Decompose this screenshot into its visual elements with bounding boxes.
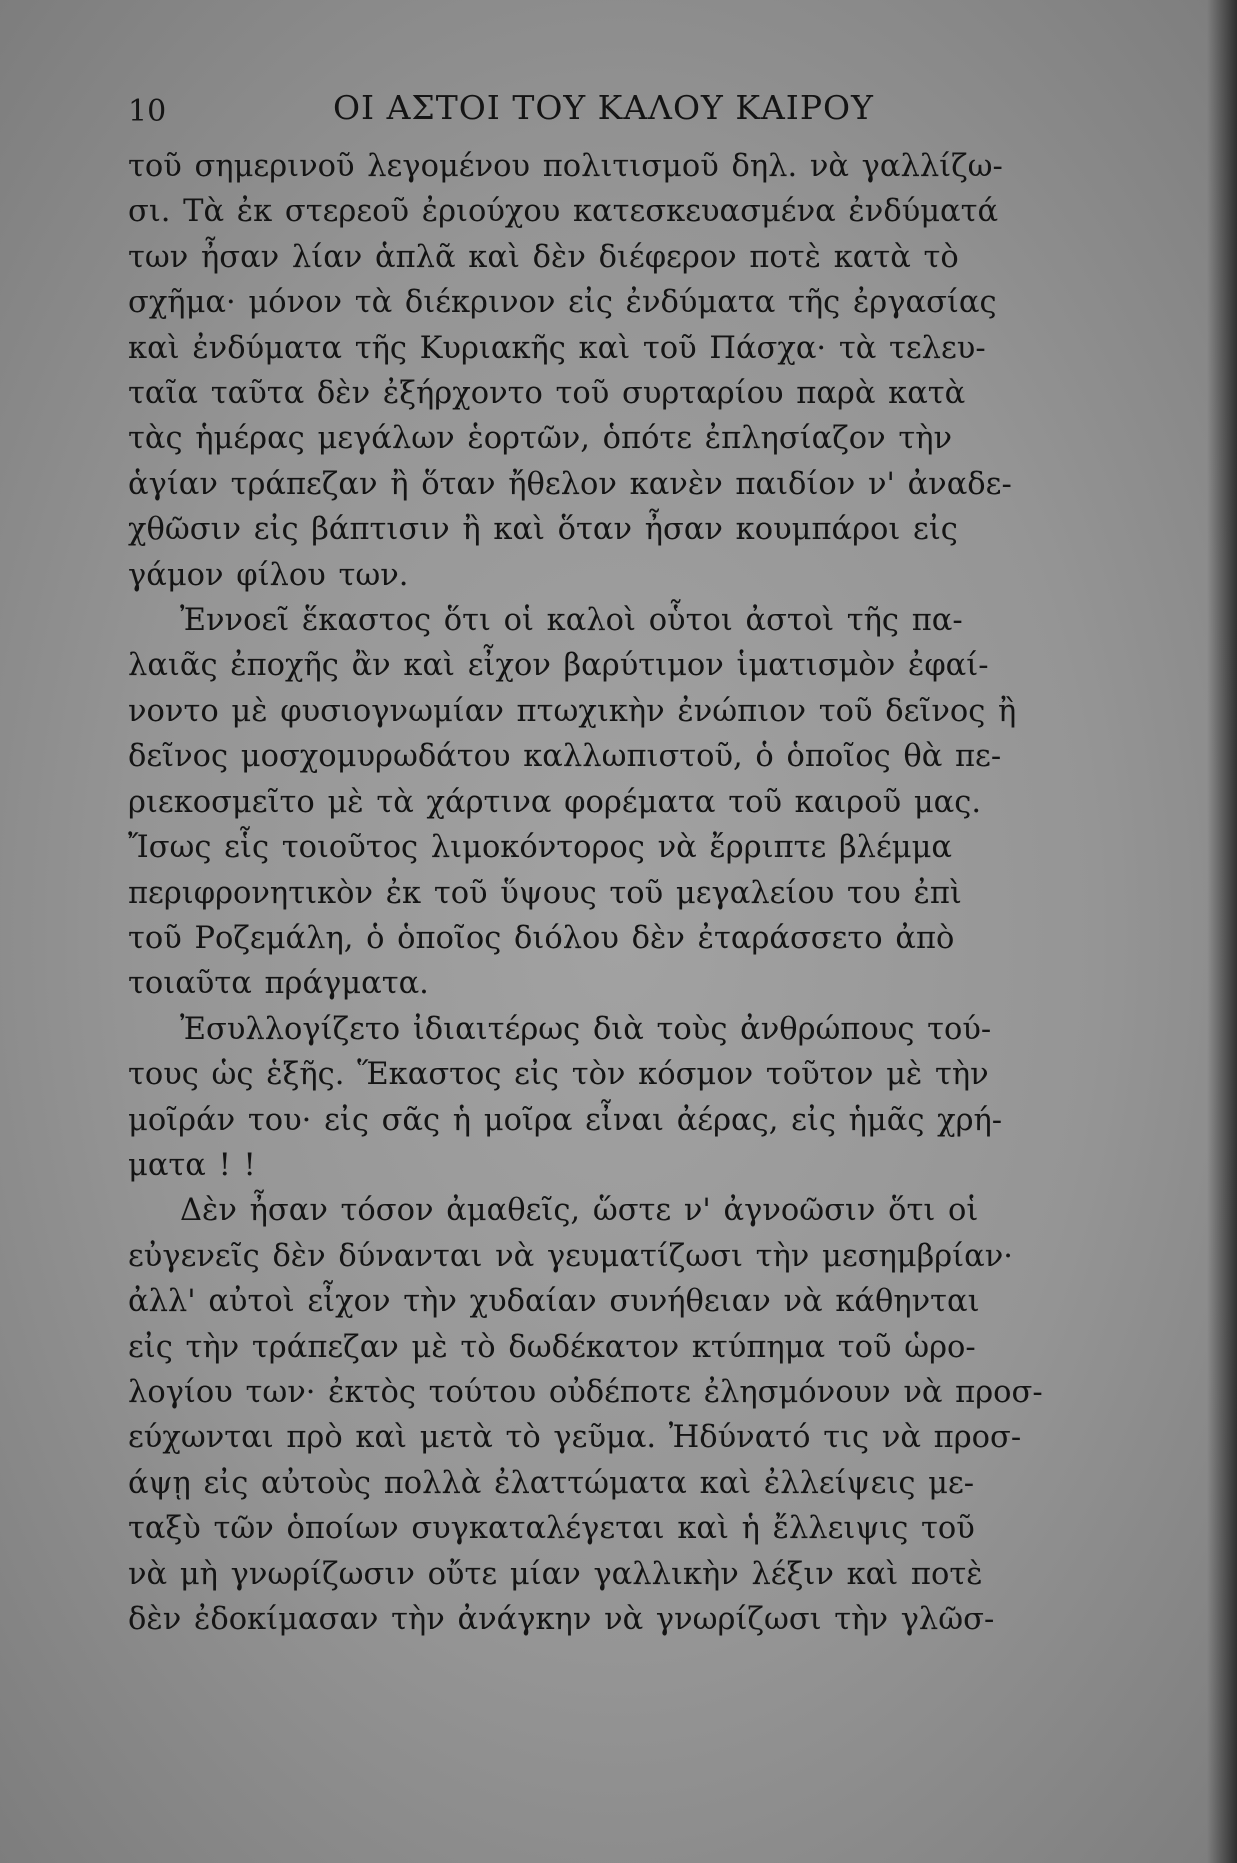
text-line: των ἦσαν λίαν ἁπλᾶ καὶ δὲν διέφερον ποτὲ κατὰ τὸ [128, 239, 959, 275]
text-line: μοῖράν του· εἰς σᾶς ἡ μοῖρα εἶναι ἀέρας, εἰς ἡμᾶς χρή- [128, 1102, 1003, 1138]
text-line: ἁγίαν τράπεζαν ἢ ὅταν ἤθελον κανὲν παιδίον ν' ἀναδε- [128, 466, 1012, 502]
text-line: δὲν ἐδοκίμασαν τὴν ἀνάγκην νὰ γνωρίζωσι τὴν γλῶσ- [128, 1602, 995, 1637]
running-title: ΟΙ ΑΣΤΟΙ ΤΟΥ ΚΑΛΟΥ ΚΑΙΡΟΥ [333, 88, 874, 127]
body-text [128, 144, 1138, 1642]
text-line: εύχωνται πρὸ καὶ μετὰ τὸ γεῦμα. Ἠδύνατό τις νὰ προσ- [128, 1420, 1022, 1456]
text-line: νὰ μὴ γνωρίζωσιν οὔτε μίαν γαλλικὴν λέξιν καὶ ποτὲ [128, 1556, 983, 1592]
text-line: Ἴσως εἷς τοιοῦτος λιμοκόντορος νὰ ἔρριπτε βλέμμα [128, 830, 953, 866]
text-line: ταῖα ταῦτα δὲν ἐξήρχοντο τοῦ συρταρίου παρὰ κατὰ [128, 376, 966, 412]
text-line: ἀλλ' αὐτοὶ εἶχον τὴν χυδαίαν συνήθειαν νὰ κάθηνται [128, 1284, 980, 1320]
text-line: Δὲν ἦσαν τόσον ἀμαθεῖς, ὥστε ν' ἀγνοῶσιν ὅτι οἱ [180, 1193, 979, 1229]
text-line: σι. Τὰ ἐκ στερεοῦ ἐριούχου κατεσκευασμένα ἐνδύματά [128, 194, 999, 230]
text-line: ριεκοσμεῖτο μὲ τὰ χάρτινα φορέματα τοῦ καιροῦ μας. [128, 784, 982, 820]
text-line: τοῦ Ροζεμάλη, ὁ ὁποῖος διόλου δὲν ἐταράσσετο ἀπὸ [128, 920, 955, 956]
text-line: τους ὡς ἑξῆς. Ἕκαστος εἰς τὸν κόσμον τοῦτον μὲ τὴν [128, 1057, 989, 1093]
page-header [128, 80, 1138, 140]
text-line: γάμον φίλου των. [128, 557, 409, 593]
text-line: περιφρονητικὸν ἐκ τοῦ ὕψους τοῦ μεγαλείου του ἐπὶ [128, 875, 962, 911]
text-line: σχῆμα· μόνον τὰ διέκρινον εἰς ἐνδύματα τῆς ἐργασίας [128, 285, 997, 321]
text-line: ματα ! ! [128, 1147, 256, 1183]
text-line: ταξὺ τῶν ὁποίων συγκαταλέγεται καὶ ἡ ἔλλειψις τοῦ [128, 1511, 975, 1547]
text-line: τοῦ σημερινοῦ λεγομένου πολιτισμοῦ δηλ. νὰ γαλλίζω- [128, 149, 1003, 184]
page-number: 10 [128, 94, 167, 129]
text-line: Ἐσυλλογίζετο ἰδιαιτέρως διὰ τοὺς ἀνθρώπους τού- [180, 1011, 992, 1047]
text-line: εὐγενεῖς δὲν δύνανται νὰ γευματίζωσι τὴν μεσημβρίαν· [128, 1238, 1013, 1274]
text-line: εἰς τὴν τράπεζαν μὲ τὸ δωδέκατον κτύπημα τοῦ ὡρο- [128, 1329, 976, 1365]
text-line: Ἐννοεῖ ἕκαστος ὅτι οἱ καλοὶ οὗτοι ἀστοὶ τῆς πα- [180, 603, 963, 639]
text-line: καὶ ἐνδύματα τῆς Κυριακῆς καὶ τοῦ Πάσχα· τὰ τελευ- [128, 330, 986, 366]
text-line: τὰς ἡμέρας μεγάλων ἑορτῶν, ὁπότε ἐπλησίαζον τὴν [128, 421, 953, 457]
text-line: νοντο μὲ φυσιογνωμίαν πτωχικὴν ἐνώπιον τοῦ δεῖνος ἢ [128, 693, 1017, 729]
page-edge-shadow [1207, 0, 1237, 1863]
text-line: χθῶσιν εἰς βάπτισιν ἢ καὶ ὅταν ἦσαν κουμπάροι εἰς [128, 512, 958, 548]
text-line: λαιᾶς ἐποχῆς ἂν καὶ εἶχον βαρύτιμον ἱματισμὸν ἐφαί- [128, 648, 989, 684]
text-line: άψῃ εἰς αὐτοὺς πολλὰ ἐλαττώματα καὶ ἐλλείψεις με- [128, 1465, 975, 1501]
book-page [128, 80, 1138, 1642]
text-line: λογίου των· ἐκτὸς τούτου οὐδέποτε ἐλησμόνουν νὰ προσ- [128, 1374, 1043, 1410]
text-line: δεῖνος μοσχομυρωδάτου καλλωπιστοῦ, ὁ ὁποῖος θὰ πε- [128, 739, 1002, 775]
text-line: τοιαῦτα πράγματα. [128, 966, 429, 1002]
